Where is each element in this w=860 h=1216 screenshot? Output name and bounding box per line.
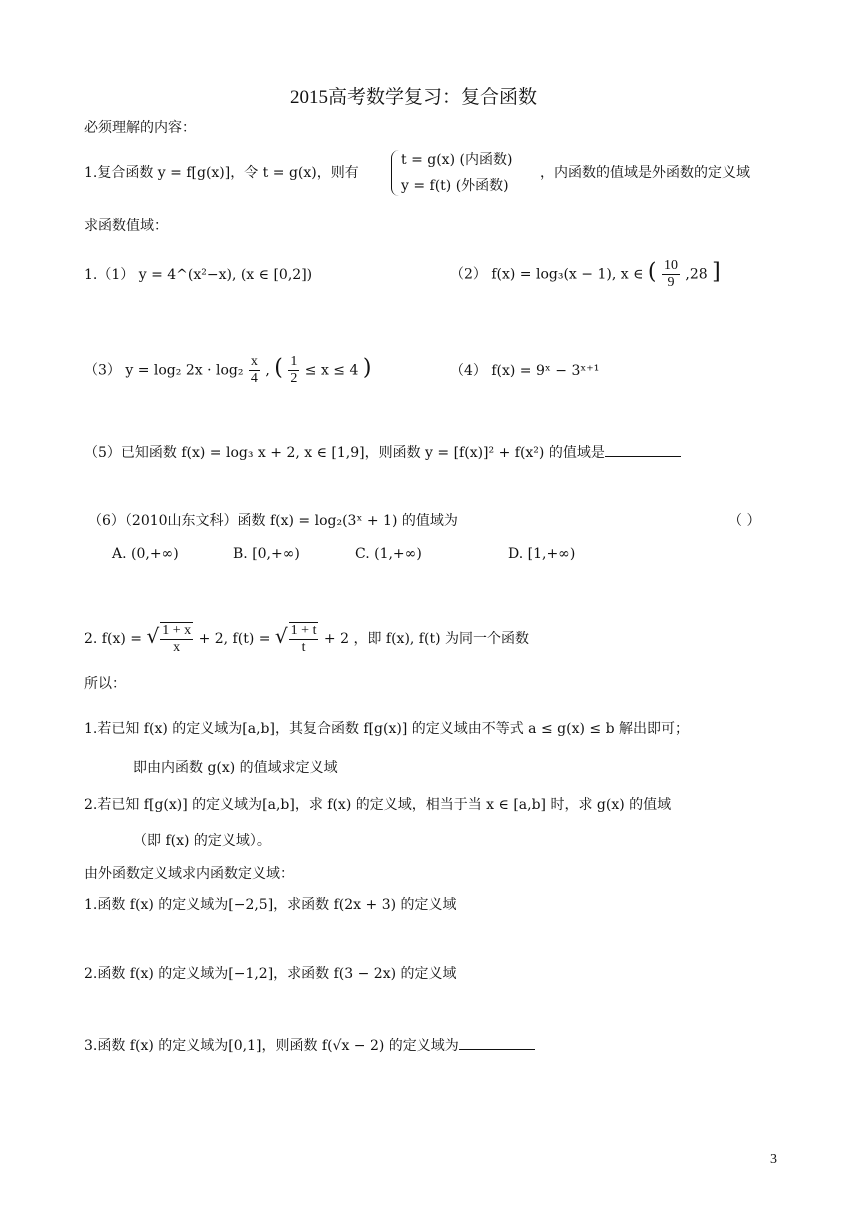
q3-den-4: 4 <box>250 371 258 386</box>
q2-close-bracket: ] <box>712 259 721 285</box>
q2-fraction <box>662 258 680 291</box>
section-find-range: 求函数值域： <box>84 218 168 234</box>
so-label: 所以： <box>84 676 126 692</box>
q3-bound: ≤ x ≤ 4 <box>304 362 359 379</box>
q3-close-paren: ) <box>362 355 372 381</box>
section-must-understand: 必须理解的内容： <box>84 120 196 136</box>
rule-2: 2.若已知 f[g(x)] 的定义域为[a,b]，求 f(x) 的定义域，相当于当 x ∈ [a,b] 时，求 g(x) 的值域 <box>84 797 672 813</box>
question-1-4: （4） f(x) = 9ˣ − 3ˣ⁺¹ <box>450 363 600 379</box>
item2-num-1t: 1 + t <box>290 623 317 638</box>
inner-function-row: t = g(x) (内函数) <box>401 152 513 168</box>
question-1-6: （6）（2010山东文科）函数 f(x) = log₂(3ˣ + 1) 的值域为 <box>88 513 458 529</box>
question-1-1: 1.（1） y = 4^(x²−x), (x ∈ [0,2]) <box>84 267 313 283</box>
item2-num-1x: 1 + x <box>162 623 192 638</box>
rule-2-note: （即 f(x) 的定义域）。 <box>133 833 271 849</box>
composite-definition-tail: ，内函数的值域是外函数的定义域 <box>540 165 750 181</box>
question-1-5 <box>84 442 681 463</box>
question-1-2 <box>450 258 721 291</box>
q6-option-a[interactable]: A. (0,+∞) <box>112 546 179 562</box>
q6-option-b[interactable]: B. [0,+∞) <box>233 546 300 562</box>
q6-option-d[interactable]: D. [1,+∞) <box>508 546 576 562</box>
q3-text: （3） y = log₂ 2x · log₂ <box>84 362 244 379</box>
question-1-3 <box>84 354 371 387</box>
q5-text: （5）已知函数 f(x) = log₃ x + 2, x ∈ [1,9]，则函数 y = [f(x)]² + f(x²) 的值域是 <box>84 445 605 461</box>
rule-1-note: 即由内函数 g(x) 的值域求定义域 <box>133 760 338 776</box>
q6-answer-paren[interactable]: （ ） <box>728 513 761 529</box>
q3-den-2: 2 <box>290 371 298 386</box>
q3-open-paren: ( <box>274 355 283 381</box>
outer-function-row: y = f(t) (外函数) <box>401 178 509 194</box>
sqrt-sign-2: √ <box>274 624 288 648</box>
q2-text: （2） f(x) = log₃(x − 1), x ∈ <box>450 266 644 283</box>
system-brace <box>391 150 400 196</box>
q2-numerator: 10 <box>663 258 678 273</box>
q3-num-1: 1 <box>290 354 298 369</box>
d3-text: 3.函数 f(x) 的定义域为[0,1]，则函数 f(√x − 2) 的定义域为 <box>84 1038 459 1054</box>
page-number: 3 <box>770 1152 777 1167</box>
q3-comma: , <box>265 362 270 379</box>
composite-definition-intro: 1.复合函数 y = f[g(x)]，令 t = g(x)，则有 <box>84 165 359 181</box>
item2-fraction-x <box>160 622 193 656</box>
domain-question-3 <box>84 1035 535 1056</box>
item2-mid: + 2, f(t) = <box>198 631 271 647</box>
item2-fraction-t <box>289 622 319 656</box>
q5-answer-blank[interactable] <box>605 442 681 457</box>
q3-fraction-x4 <box>249 354 260 387</box>
item2-den-x: x <box>173 640 181 655</box>
item2-pre: 2. f(x) = <box>84 631 142 647</box>
d3-answer-blank[interactable] <box>459 1035 535 1050</box>
domain-question-1: 1.函数 f(x) 的定义域为[−2,5]，求函数 f(2x + 3) 的定义域 <box>84 897 457 913</box>
page-title: 2015高考数学复习：复合函数 <box>290 87 538 108</box>
rule-1: 1.若已知 f(x) 的定义域为[a,b]，其复合函数 f[g(x)] 的定义域由不等式 a ≤ g(x) ≤ b 解出即可； <box>84 721 689 737</box>
section-domain: 由外函数定义域求内函数定义域： <box>84 866 294 882</box>
sqrt-sign-1: √ <box>146 624 160 648</box>
q2-open-paren: ( <box>647 259 657 285</box>
q2-upper: ,28 <box>685 266 708 283</box>
domain-question-2: 2.函数 f(x) 的定义域为[−1,2]，求函数 f(3 − 2x) 的定义域 <box>84 966 457 982</box>
item2-den-t: t <box>301 640 306 655</box>
q6-option-c[interactable]: C. (1,+∞) <box>355 546 422 562</box>
q3-fraction-half <box>288 354 299 387</box>
q3-num-x: x <box>250 354 258 369</box>
q2-denominator: 9 <box>667 275 675 290</box>
item-2 <box>84 622 529 656</box>
item2-post: + 2 ，即 f(x), f(t) 为同一个函数 <box>323 631 529 647</box>
